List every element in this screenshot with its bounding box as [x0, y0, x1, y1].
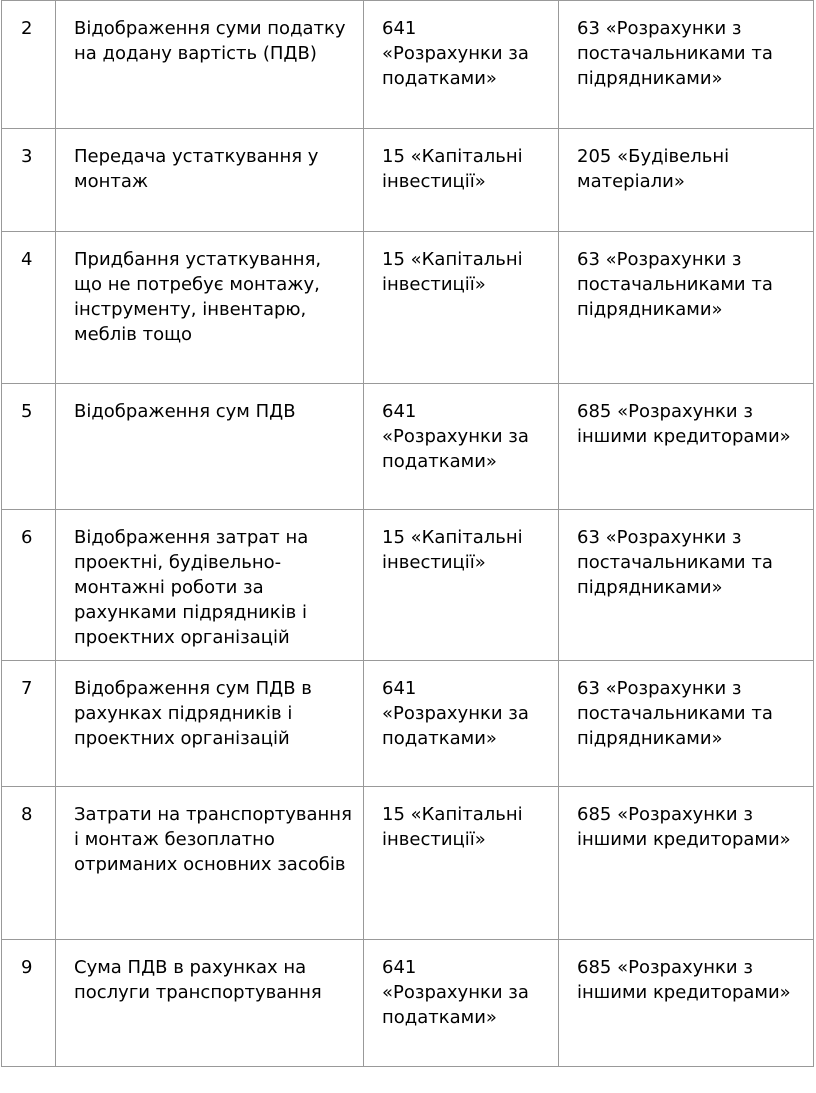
debit-account-cell: 641 «Розрахунки за податками» [364, 940, 559, 1067]
credit-account-cell: 205 «Будівельні матеріали» [559, 129, 814, 232]
operation-cell: Затрати на транспортування і монтаж безоплатно отриманих основних засобів [56, 787, 364, 940]
debit-account-cell: 641 «Розрахунки за податками» [364, 661, 559, 787]
debit-account-cell: 641 «Розрахунки за податками» [364, 1, 559, 129]
table-row [2, 1, 814, 129]
table-row [2, 384, 814, 510]
operation-cell: Придбання устаткування, що не потребує монтажу, інструменту, інвентарю, меблів тощо [56, 232, 364, 384]
credit-account-cell: 685 «Розрахунки з іншими кредиторами» [559, 940, 814, 1067]
table-row [2, 232, 814, 384]
operation-cell: Сума ПДВ в рахунках на послуги транспортування [56, 940, 364, 1067]
table-row [2, 661, 814, 787]
table-row [2, 787, 814, 940]
debit-account-cell: 15 «Капітальні інвестиції» [364, 787, 559, 940]
operation-cell: Відображення суми податку на додану вартість (ПДВ) [56, 1, 364, 129]
table-row [2, 940, 814, 1067]
credit-account-cell: 685 «Розрахунки з іншими кредиторами» [559, 787, 814, 940]
row-number: 3 [2, 129, 56, 232]
table-row [2, 510, 814, 661]
table-row [2, 129, 814, 232]
credit-account-cell: 63 «Розрахунки з постачальниками та підрядниками» [559, 510, 814, 661]
operation-cell: Відображення затрат на проектні, будівельно-монтажні роботи за рахунками підрядників і проектних організацій [56, 510, 364, 661]
credit-account-cell: 63 «Розрахунки з постачальниками та підрядниками» [559, 232, 814, 384]
debit-account-cell: 641 «Розрахунки за податками» [364, 384, 559, 510]
debit-account-cell: 15 «Капітальні інвестиції» [364, 129, 559, 232]
row-number: 8 [2, 787, 56, 940]
operation-cell: Відображення сум ПДВ в рахунках підрядників і проектних організацій [56, 661, 364, 787]
debit-account-cell: 15 «Капітальні інвестиції» [364, 510, 559, 661]
row-number: 6 [2, 510, 56, 661]
operation-cell: Передача устаткування у монтаж [56, 129, 364, 232]
row-number: 5 [2, 384, 56, 510]
debit-account-cell: 15 «Капітальні інвестиції» [364, 232, 559, 384]
row-number: 2 [2, 1, 56, 129]
credit-account-cell: 63 «Розрахунки з постачальниками та підрядниками» [559, 1, 814, 129]
credit-account-cell: 63 «Розрахунки з постачальниками та підрядниками» [559, 661, 814, 787]
credit-account-cell: 685 «Розрахунки з іншими кредиторами» [559, 384, 814, 510]
row-number: 7 [2, 661, 56, 787]
operation-cell: Відображення сум ПДВ [56, 384, 364, 510]
row-number: 9 [2, 940, 56, 1067]
row-number: 4 [2, 232, 56, 384]
accounting-entries-table [1, 0, 814, 1067]
